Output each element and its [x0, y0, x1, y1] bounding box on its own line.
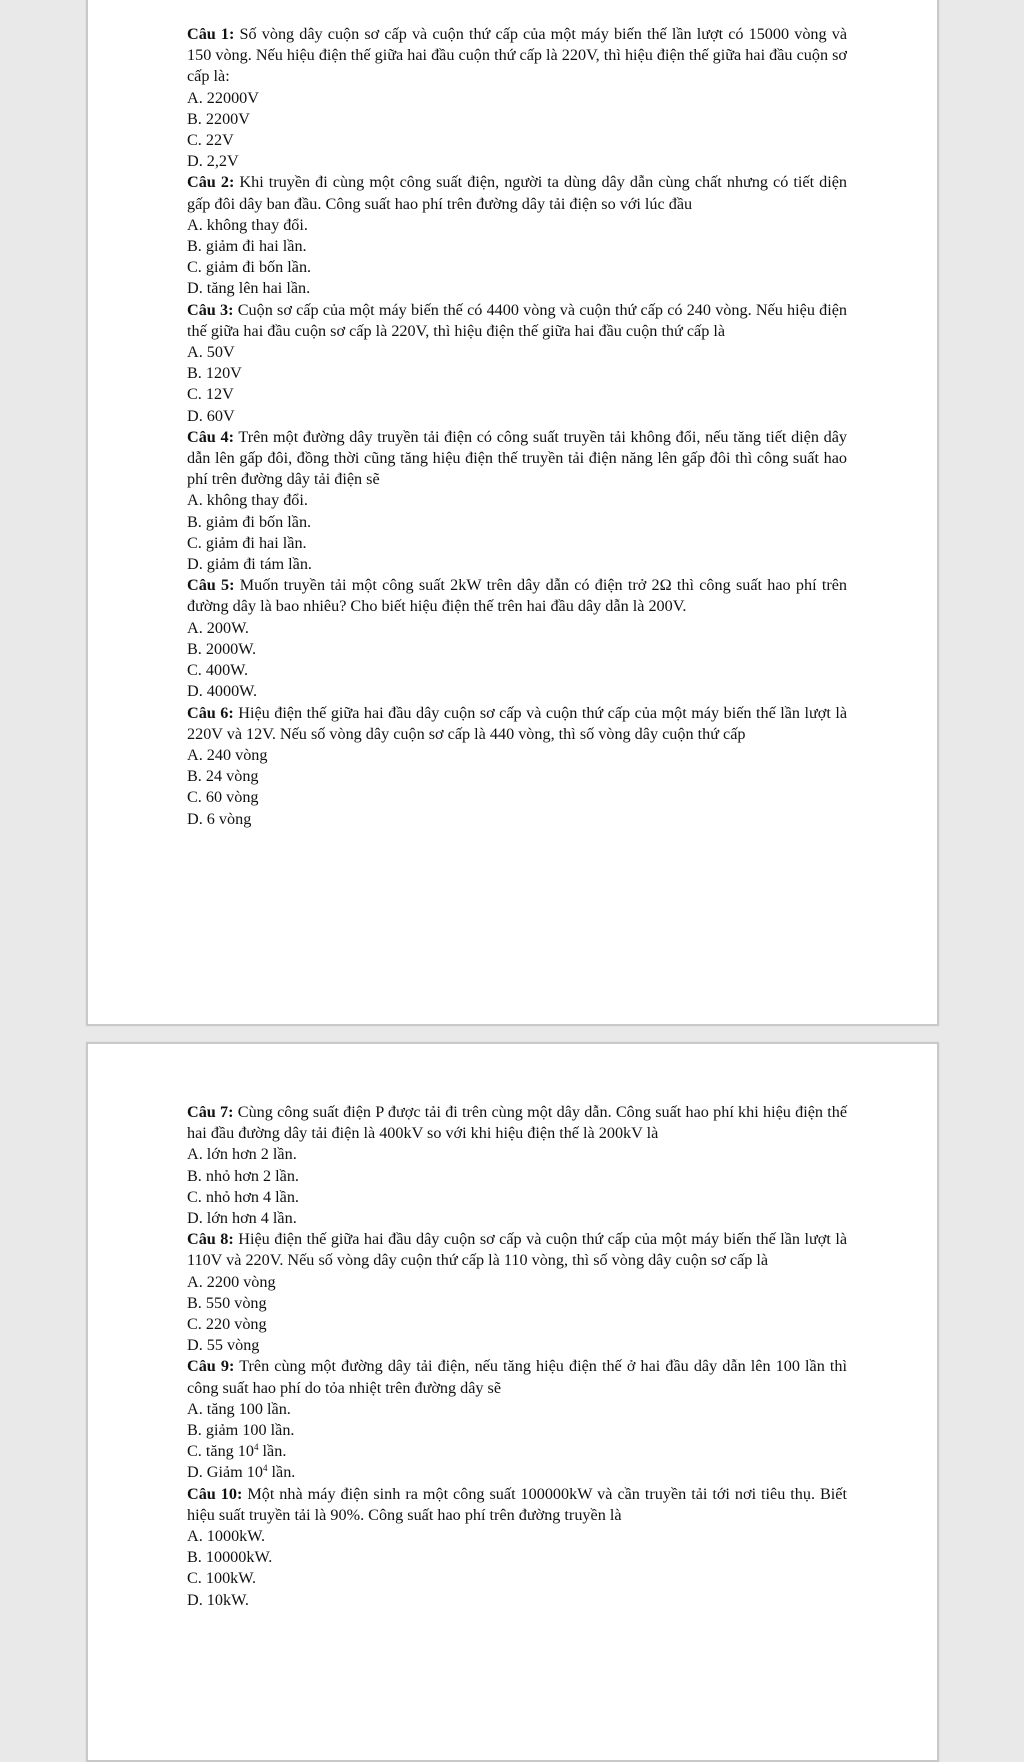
question-8-text: Hiệu điện thế giữa hai đầu dây cuộn sơ cấp và cuộn thứ cấp của một máy biến thế lần lượt là 110V và 220V. Nếu số vòng dây cuộn thứ cấp là 110 vòng, thì số vòng dây cuộn sơ cấp là [187, 1230, 847, 1270]
question-10-stem [187, 1484, 847, 1526]
question-2-option-d: D. tăng lên hai lần. [187, 279, 311, 298]
question-9 [187, 1356, 847, 1483]
question-4-text: Trên một đường dây truyền tải điện có công suất truyền tải không đổi, nếu tăng tiết diện dây dẫn lên gấp đôi, đồng thời cũng tăng hiệu điện thế truyền tải điện năng lên gấp đôi thì công suất hao phí trên đường dây tải điện sẽ [187, 427, 847, 489]
question-9-stem [187, 1356, 847, 1398]
question-2-option-a: A. không thay đổi. [187, 215, 308, 234]
question-9-option-c-exponent: 4 [254, 1442, 259, 1453]
question-7-option-b: B. nhỏ hơn 2 lần. [187, 1166, 299, 1185]
question-3-option-c: C. 12V [187, 385, 234, 404]
question-10-option-a: A. 1000kW. [187, 1527, 266, 1546]
question-8-option-a: A. 2200 vòng [187, 1272, 276, 1291]
question-4 [187, 427, 847, 575]
question-7-option-c: C. nhỏ hơn 4 lần. [187, 1187, 299, 1206]
question-2-stem [187, 172, 847, 214]
question-7-option-d: D. lớn hơn 4 lần. [187, 1209, 297, 1228]
question-7-number: Câu 7: [187, 1103, 234, 1121]
question-9-option-a: A. tăng 100 lần. [187, 1399, 291, 1418]
question-10 [187, 1484, 847, 1611]
question-1-text: Số vòng dây cuộn sơ cấp và cuộn thứ cấp của một máy biến thế lần lượt có 15000 vòng và 150 vòng. Nếu hiệu điện thế giữa hai đầu cuộn thứ cấp là 220V, thì hiệu điện thế giữa hai đầu cuộn sơ cấp là: [187, 25, 848, 86]
document-page-1 [86, 0, 939, 1026]
question-1-option-c: C. 22V [187, 131, 234, 150]
question-3 [187, 300, 847, 427]
question-5-option-a: A. 200W. [187, 618, 249, 637]
question-8-option-d: D. 55 vòng [187, 1336, 260, 1355]
question-9-option-d [187, 1462, 847, 1483]
question-9-text: Trên cùng một đường dây tải điện, nếu tăng hiệu điện thế ở hai đầu dây dẫn lên 100 lần thì công suất hao phí do tỏa nhiệt trên đường dây sẽ [187, 1357, 847, 1397]
question-4-option-b: B. giảm đi bốn lần. [187, 512, 312, 531]
question-4-option-a: A. không thay đổi. [187, 491, 308, 510]
page-1-content [187, 24, 847, 830]
question-10-option-d: D. 10kW. [187, 1590, 249, 1609]
question-3-text: Cuộn sơ cấp của một máy biến thế có 4400 vòng và cuộn thứ cấp có 240 vòng. Nếu hiệu điện thế giữa hai đầu cuộn sơ cấp là 220V, thì hiệu điện thế giữa hai đầu cuộn thứ cấp là [187, 300, 848, 340]
question-1-option-d: D. 2,2V [187, 152, 239, 171]
question-3-option-d: D. 60V [187, 406, 235, 425]
question-2-option-c: C. giảm đi bốn lần. [187, 258, 312, 277]
question-6-number: Câu 6: [187, 703, 234, 722]
question-3-stem [187, 300, 847, 342]
question-5-option-d: D. 4000W. [187, 682, 257, 701]
question-2 [187, 172, 847, 299]
question-8-option-b: B. 550 vòng [187, 1293, 267, 1312]
question-9-option-c [187, 1441, 847, 1462]
question-5-option-c: C. 400W. [187, 661, 249, 680]
question-10-option-b: B. 10000kW. [187, 1548, 273, 1567]
question-3-option-a: A. 50V [187, 343, 235, 362]
question-9-option-d-suffix: lần. [267, 1463, 296, 1482]
question-5 [187, 575, 847, 702]
question-7-text: Cùng công suất điện P được tải đi trên cùng một dây dẫn. Công suất hao phí khi hiệu điện thế hai đầu đường dây tải điện là 400kV so với khi hiệu điện thế là 200kV là [187, 1103, 848, 1143]
question-6-text: Hiệu điện thế giữa hai đầu dây cuộn sơ cấp và cuộn thứ cấp của một máy biến thế lần lượt là 220V và 12V. Nếu số vòng dây cuộn sơ cấp là 440 vòng, thì số vòng dây cuộn thứ cấp [187, 703, 847, 743]
question-8-number: Câu 8: [187, 1230, 234, 1249]
question-4-option-d: D. giảm đi tám lần. [187, 555, 312, 574]
question-9-option-d-exponent: 4 [262, 1463, 268, 1474]
question-9-option-c-suffix: lần. [258, 1442, 287, 1461]
question-9-option-c-prefix: C. tăng 10 [187, 1442, 254, 1461]
question-2-text: Khi truyền đi cùng một công suất điện, người ta dùng dây dẫn cùng chất nhưng có tiết diện gấp đôi dây ban đầu. Công suất hao phí trên đường dây tải điện so với lúc đầu [187, 173, 848, 213]
question-8-option-c: C. 220 vòng [187, 1315, 267, 1334]
question-1-number: Câu 1: [187, 25, 235, 43]
question-1-option-a: A. 22000V [187, 88, 259, 107]
question-5-option-b: B. 2000W. [187, 639, 257, 658]
question-5-number: Câu 5: [187, 576, 235, 595]
question-7-stem [187, 1102, 847, 1144]
question-1-stem [187, 24, 847, 88]
question-9-option-b: B. giảm 100 lần. [187, 1421, 295, 1440]
question-3-option-b: B. 120V [187, 364, 242, 383]
question-6-stem [187, 703, 847, 745]
question-9-number: Câu 9: [187, 1357, 235, 1376]
document-page-2 [86, 1042, 939, 1762]
question-7-option-a: A. lớn hơn 2 lần. [187, 1145, 297, 1164]
question-7 [187, 1102, 847, 1229]
question-4-number: Câu 4: [187, 427, 234, 446]
question-10-option-c: C. 100kW. [187, 1569, 257, 1588]
question-5-text: Muốn truyền tải một công suất 2kW trên dây dẫn có điện trở 2Ω thì công suất hao phí trên đường dây là bao nhiêu? Cho biết hiệu điện thế trên hai đầu dây dẫn là 200V. [187, 576, 847, 616]
question-6-option-d: D. 6 vòng [187, 809, 252, 828]
question-10-number: Câu 10: [187, 1484, 243, 1503]
question-5-stem [187, 575, 847, 617]
question-6 [187, 703, 847, 830]
question-6-option-b: B. 24 vòng [187, 767, 259, 786]
question-9-option-d-prefix: D. Giảm 10 [187, 1463, 263, 1482]
question-1 [187, 24, 847, 172]
question-8-stem [187, 1229, 847, 1271]
page-2-content [187, 1102, 847, 1611]
question-8 [187, 1229, 847, 1356]
question-6-option-c: C. 60 vòng [187, 788, 259, 807]
question-1-option-b: B. 2200V [187, 109, 250, 128]
question-2-option-b: B. giảm đi hai lần. [187, 237, 307, 256]
question-3-number: Câu 3: [187, 300, 234, 319]
question-6-option-a: A. 240 vòng [187, 745, 268, 764]
question-4-option-c: C. giảm đi hai lần. [187, 533, 307, 552]
question-10-text: Một nhà máy điện sinh ra một công suất 100000kW và cần truyền tải tới nơi tiêu thụ. Biết hiệu suất truyền tải là 90%. Công suất hao phí trên đường truyền là [187, 1484, 847, 1524]
question-2-number: Câu 2: [187, 173, 235, 192]
question-4-stem [187, 427, 847, 491]
